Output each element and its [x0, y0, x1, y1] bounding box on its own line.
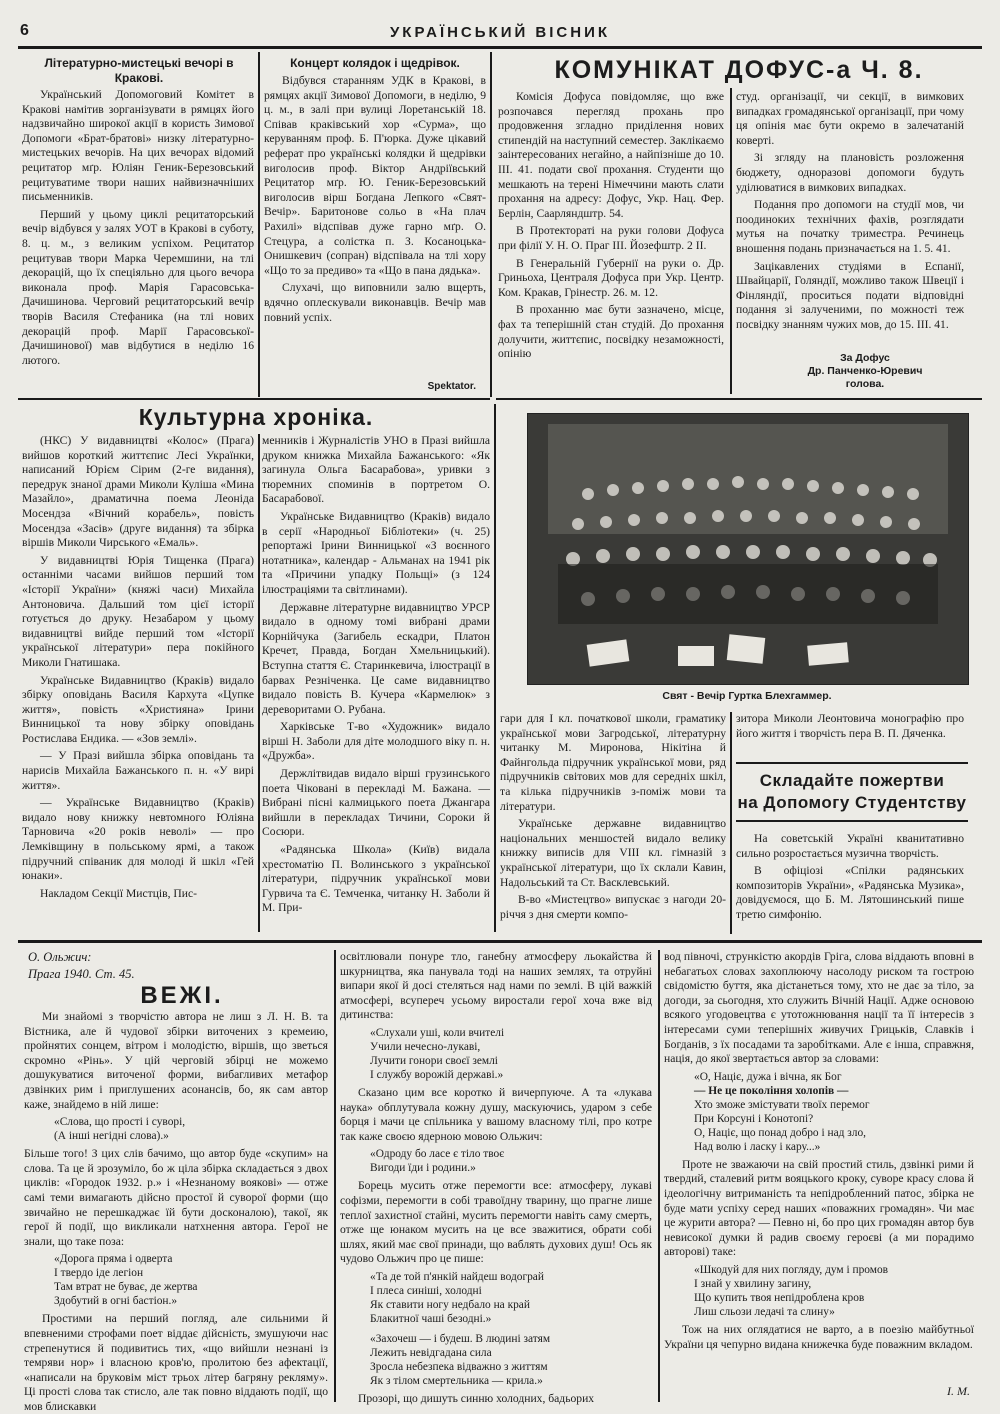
paragraph: Українське державне видавництво національних меншостей видало велику книжку виписів для VIII кл. гімназій з української літератури, що їх склали Кавин, Надольський та Ст. Васклевський. — [500, 817, 726, 889]
paragraph: гари для I кл. початкової школи, граматику української мови Загродської, літературну читанку М. Миронова, Нікітіна й Файнгольда підручник української мови, ряд підручників світових мов для середніх шкіл, та кілька підручників з-поміж мови та літератури. — [500, 712, 726, 813]
section-rule — [18, 398, 490, 400]
poem-line: «О, Націє, дужа і вічна, як Бог — [694, 1070, 842, 1083]
paragraph: — Українське Видавництво (Краків) видало нову книжку невтомного Юліяна Тарновича «20 років неволі» — про Лемківщину в польському ярмі, а також підручний співаник для молоді й шкіл «Гей юнаки». — [22, 796, 254, 883]
poem-line: Хто зможе змістувати твоїх перемог — [694, 1098, 870, 1111]
section-rule — [496, 398, 982, 400]
paragraph: Перший у цьому циклі рецитаторський вечір відбувся у залях УОТ в Кракові в суботу, 8. ц. м., з великим успіхом. Рецитатор рецитував твори Марка Черемшини, на тлі декорацій, що їх спеціяльно для цього вечора виконала проф. Марія Гарасовська-Дачишинова. Черговий рецитаторський вечір творів Василя Стефаника (на тлі нових декорацій проф. Марії Гарасовської-Дачишинової) мав відбутися в неділю 16 лютого. — [22, 207, 254, 367]
masthead: УКРАЇНСЬКИЙ ВІСНИК — [389, 24, 611, 41]
review-signature: І. М. — [947, 1384, 970, 1398]
donate-heading-line: на Допомогу Студентству — [737, 793, 967, 812]
article-body — [500, 712, 726, 936]
paragraph: Комісія Дофуса повідомляє, що вже розпочався перегляд прохань про продовження згладно приділення нових стипендій на наступний семестер. Заклікаємо заінтересованих негайно, а найпізніше до 10. III. 41. подати свої прохання. Студенти що мешкають на терені Німеччини мають слати прохання на адресу: Дофус, Укр. Нац. Фер. Берлін, Саарляндштр. 54. — [498, 90, 724, 220]
photo-caption: Свят - Вечір Гуртка Блехгаммер. — [662, 690, 832, 702]
paragraph: В Генеральній Губернії на руки о. Др. Гриньоха, Централя Дофуса при Укр. Центр. Ком. Кракав, Грінестр. 26. м. 12. — [498, 256, 724, 299]
article-body — [262, 434, 490, 934]
signature-line: Др. Панченко-Юревич — [807, 365, 923, 377]
review-column — [664, 950, 974, 1382]
group-photo-image — [528, 414, 968, 684]
paragraph: Зі згляду на плановість розложення бюджету, одноразові допомоги будуть уділюватися в вимкових випадках. — [736, 151, 964, 194]
review-title: ВЕЖІ. — [140, 982, 224, 1009]
poem-line: Там втрат не буває, де жертва — [54, 1281, 198, 1294]
poem-line: Блакитної чаші безодні.» — [370, 1312, 492, 1325]
article-title: Літературно-мистецькі вечорі в Кракові. — [44, 56, 234, 85]
poem-line: «Шкодуй для них погляду, дум і промов — [694, 1263, 889, 1276]
paragraph: В проханню має бути зазначено, місце, фах та теперішній стан студій. До прохання долучити, життєпис, посвідку незаможності, опінію — [498, 303, 724, 361]
paragraph: У видавництві Юрія Тищенка (Прага) останніми часами вийшов перший том «Історії України» (княжі часи) Михайла Антоновича. Дальший том цієї історії готується до друку. Незабаром у цьому видавництві вийде перший том «Історії української літератури» пера покійного Миколи Гнатишака. — [22, 553, 254, 669]
poem-line: Як ставити ногу недбало на край — [370, 1298, 530, 1311]
paragraph: менників і Журналістів УНО в Празі вийшла друком книжка Михайла Бажанського: «Як загинула Ольга Басарабова», уривки з тюремних споминів в портретом О. Басарабової. — [262, 434, 490, 506]
poem-line: І плеса синіші, холодні — [370, 1284, 482, 1297]
column-rule — [658, 950, 660, 1402]
paragraph: Борець мусить отже перемогти все: атмосферу, лукаві софізми, перемогти в собі травоїдну тварину, що прагне лише теплої захистної стайні, мусить перемогти навіть саму смерть, отже ще юнаком мусить на це все зважитися, обрати собі шлях, який має свої принади, що ваблять духових душ! Ось як чудово Ольжич про це пише: — [340, 1179, 652, 1266]
poem-line: «Захочеш — і будеш. В людині затям — [370, 1332, 551, 1345]
paragraph: зитора Миколи Леонтовича монографію про його життя і творчість пера В. П. Дяченка. — [736, 712, 964, 740]
review-author: О. Ольжич: — [28, 950, 92, 964]
poem-line: Зросла небезпека відважно з життям — [370, 1360, 548, 1373]
paragraph: В офіціозі «Спілки радянських композиторів України», «Радянська Музика», довідуємося, що Б. М. Лятошинський пише третю симфонію. — [736, 864, 964, 921]
poem-line: О, Націє, що понад добро і над зло, — [694, 1126, 867, 1139]
poem-line: — Не це покоління холопів — — [694, 1084, 849, 1097]
paragraph: В-во «Мистецтво» випускає з нагоди 20-річчя з дня смерти компо- — [500, 893, 726, 921]
poem-line: «Слухали уші, коли вчителі — [370, 1026, 505, 1039]
column-rule — [490, 52, 492, 397]
paragraph: На советській Україні кванитативно сильно розростається музична творчість. — [736, 832, 964, 860]
article-body — [498, 90, 724, 396]
review-pubinfo: Прага 1940. Ст. 45. — [28, 967, 135, 981]
review-column — [24, 1010, 328, 1413]
section-rule — [736, 820, 968, 822]
poem-line: Учили нечесно-лукаві, — [370, 1040, 481, 1053]
poem-quote — [370, 1270, 652, 1388]
poem-quote — [54, 1252, 328, 1308]
paragraph: Державне літературне видавництво УРСР видало в одному томі вибрані драми Корнійчука (Загибель ескадри, Платон Кречет, Правда, Богдан Хмельницький). Вступна стаття Є. Старинкевича, ілюстрації в барвах Резніченка. Це саме видавництво видало повість В. Кучера «Кармелюк» з дереворитами О. Рубана. — [262, 600, 490, 716]
poem-line: «Одроду бо ласе є тіло твоє — [370, 1148, 505, 1161]
poem-line: Лежить невідгадана сила — [370, 1346, 492, 1359]
signature-line: За Дофус — [840, 352, 890, 364]
paragraph: Прозорі, що дишуть синню холодних, бадьорих — [358, 1391, 595, 1405]
paragraph: (НКС) У видавництві «Колос» (Прага) вийшов короткий життєпис Лесі Українки, написаний Юрієм Сірим (2-ге видання), передрук знаної драми Миколи Куліша «Мина Мазайло», драматична поема Леоніда Мосендза «Вічний корабель», повість Мосендза «Засів» (друге видання) та збірка віршів Миколи Чирського «Емаль». — [22, 434, 254, 550]
poem-line: Лиш сльози ледачі та слину» — [694, 1305, 835, 1318]
column-rule — [730, 88, 732, 394]
group-photo — [527, 413, 969, 685]
paragraph: освітлювали понуре тло, ганебну атмосферу льокайства й шкурництва, яка панувала тоді на наших землях, та отруйні випари якої й досі стеляться над нами по землі. В цій важкій атмосфері, всупереч усьому виростали герої хоча вже від дитинства: — [340, 950, 652, 1022]
poem-line: «Слова, що прості і суворі, — [54, 1116, 186, 1129]
signature: Spektator. — [427, 381, 476, 392]
signature — [780, 352, 950, 391]
poem-line: «Та де той п'янкій найдеш водограй — [370, 1270, 544, 1283]
header-rule — [18, 46, 982, 49]
paragraph: Харківське Т-во «Художник» видало вірші Н. Заболи для діте молодшого віку п. н. «Дружба». — [262, 720, 490, 763]
paragraph: Відбувся старанням УДК в Кракові, в рямцях акції Зимової Допомоги, в неділю, 9 ц. м., в залі при вулиці Лоретанській 18. Співав краківський хор «Сурма», що керуванням проф. Б. П'юрка. Дуже цікавий реферат про українські колядки й щедрівки виголосив проф. Віктор Андріївський Рецитатор мґр. Ю. Геник-Березовський виголосив вірш Богдана Лепкого «Свят-Вечір». Баритонове сольо в «На плач Рахилі» відспівав дуже гарно мґр. О. Стецура, а солістка п. З. Косаноцька-Онишкевич (сопран) відспівала на тлі хору «Що то за предиво» та «Що в пана дядька». — [264, 74, 486, 277]
column-rule — [494, 404, 496, 932]
signature-line: голова. — [845, 378, 885, 390]
article-body — [736, 712, 964, 760]
article-body — [736, 90, 964, 352]
poem-quote — [370, 1147, 652, 1175]
poem-line: І твердо іде легіон — [54, 1267, 144, 1280]
poem-line: Над волю і ласку і кару...» — [694, 1140, 821, 1153]
paragraph: Держлітвидав видало вірші грузинського поета Чіковані в перекладі М. Бажана. — Вибрані пісні калмицького поета Джангара вийшли в перекладах Тичини, Сороки й Сосюри. — [262, 767, 490, 839]
poem-quote — [370, 1026, 652, 1082]
review-column — [340, 950, 652, 1405]
paragraph: вод півночі, стрункістю акордів Гріга, слова віддають вповні в небагатьох словах захоплюючу насолоду риском та гострою свідомістю буття, яка дістанеться тому, хто не дає за тіло, за догоди, за сьогодня, хто служить Вічній Нації. Адже основою всякого угодовецтва є утотожнювання нації та її інтересів з інтересами суми теперішніх живучих Грицьків, Славків і Богданів, з їх посадами та заробітками. Але є інша, справжня, нація, до якої звертається автор за словами: — [664, 950, 974, 1066]
paragraph: Український Допомоговий Комітет в Кракові намітив зорганізувати в рямцях його надзвичайно широкої акції в користь Зимової Допомоги «Брат-братові» низку літературно-мистецьких вечорів. На цих вечорах відомий рецитатор мґр. Юліян Геник-Березовський рецитуватиме твори наших найвизначніших письменників. — [22, 88, 254, 204]
paragraph: Українське Видавництво (Краків) видало в серії «Народньої Бібліотеки» (ч. 25) репортажі Ірини Винницької «З воєнного нотатника», календар - Альманах на 1941 рік та «Причини упадку Польщі» (з 124 ілюстраціями та світлинами). — [262, 509, 490, 596]
paragraph: Сказано цим все коротко й вичерпуюче. А та «лукава наука» обплутувала кожну душу, маскуючись, ударом з себе борця і мачи це спільника у вашому власному тілі, про котре так каже своєю ядерною мовою Ольжич: — [340, 1085, 652, 1143]
page-number: 6 — [20, 22, 29, 39]
paragraph: Накладом Секції Мистців, Пис- — [40, 886, 197, 900]
section-rule — [736, 762, 968, 764]
column-rule — [258, 434, 260, 932]
poem-line: Що купить твоя непідроблена кров — [694, 1291, 865, 1304]
paragraph: Простими на перший погляд, але сильними й впевненими строфами поет віддає дійсність, змушуючи нас стрепенутися й подивитись тих, «що вийшли незнані із темряви нор» і власною кров'ю, пролитою без афектації, «написали на бруковім міст трьох літер багряну рекляму». Ці прості слова так стисло, але так повно віддають події, що мов блискавки — [24, 1312, 328, 1413]
poem-line: Здобутий в огні бастіон.» — [54, 1295, 178, 1308]
paragraph: Зацікавлених студіями в Еспанії, Швайцарії, Голяндії, можливо також Швеції і Фінляндії, проситься подати відповідні подання зі залученими, по можності теж посвідку знанням чужих мов, до 15. III. 41. — [736, 259, 964, 331]
paragraph: — У Празі вийшла збірка оповідань та нарисів Михайла Бажанського п. н. «У вирі життя». — [22, 749, 254, 792]
column-rule — [730, 712, 732, 934]
paragraph: Проте не зважаючи на свій простий стиль, дзвінкі рими й твердий, сталевий ритм вояцького кроку, суворе красу слова й ідеологічну витриманість та непідробленний патос, збірка не буде мати успіху серед наших «поважних громадян». Чи має це журити автора? — Певно ні, бо про цих громадян автор був невисокої думки й радив своєму героєві (а ми порадимо авторові) таке: — [664, 1157, 974, 1259]
poem-quote — [694, 1070, 974, 1154]
paragraph: Подання про допомоги на студії мов, чи поодиноких технічних фахів, розглядати мутья на початку триместра. Речинець вношення подань призначається на 1. 5. 41. — [736, 198, 964, 255]
poem-line: І службу ворожій державі.» — [370, 1068, 504, 1081]
donate-heading — [736, 770, 968, 814]
section-title: Культурна хроніка. — [138, 404, 374, 430]
article-body — [22, 434, 254, 934]
article-body — [22, 88, 254, 396]
paragraph: Українське Видавництво (Краків) видало збірку оповідань Василя Кархута «Цупке життя», повість «Християна» Ірини Винницької та нову збірку оповідань Ростислава Ендика. — «Зов землі». — [22, 673, 254, 745]
column-rule — [258, 52, 260, 397]
paragraph: Ми знайомі з творчістю автора не лиш з Л. Н. В. та Вістника, але й чудової збірки виточених з кремеию, пройнятих сонцем, вітром і молодістю, віршів, що зветься скромно «Рінь». У цій черговій збірці не можемо дошукуватися виточеної форми, вибагливих метафор дзвінких рим і приглушених асонансів, бо, як сам автор каже, знайдемо в ній лише: — [24, 1010, 328, 1111]
paragraph: Тож на них оглядатися не варто, а в поезію майбутньої України ця чепурно видана книжечка буде поважним вкладом. — [664, 1322, 974, 1351]
section-rule — [18, 940, 982, 943]
article-body — [736, 832, 964, 936]
poem-line: Лучити гонори своєї землі — [370, 1054, 498, 1067]
poem-quote — [54, 1115, 328, 1143]
paragraph: «Радянська Школа» (Київ) видала хрестоматію П. Волинського з української літератури, підручник української мови Гурвича та Є. Темченка, читанку Н. Заболи й М. При- — [262, 843, 490, 915]
poem-line: Вигоди їди і родини.» — [370, 1162, 476, 1175]
poem-line: «Дорога пряма і одверта — [54, 1253, 173, 1266]
article-title: Концерт колядок і щедрівок. — [290, 56, 460, 70]
poem-line: І знай у хвилину загину, — [694, 1277, 812, 1290]
poem-quote — [694, 1263, 974, 1319]
donate-heading-line: Складайте пожертви — [759, 771, 945, 790]
paragraph: Слухачі, що виповнили залю вщерть, вдячно оплескували виконавців. Вечір мав повний успіх. — [264, 281, 486, 324]
article-body — [264, 74, 486, 384]
column-rule — [334, 950, 336, 1402]
paragraph: В Протектораті на руки голови Дофуса при філії У. Н. О. Праг III. Йозефштр. 2 II. — [498, 224, 724, 252]
paragraph: студ. організації, чи секції, в вимкових випадках громадянської організації, при чому ця опінія має бути окремо в залечатаній коверті. — [736, 90, 964, 147]
poem-line: (А інші негідні слова).» — [54, 1130, 169, 1143]
paragraph: Більше того! З цих слів бачимо, що автор буде «скупим» на слова. Та це й зрозуміло, бо ж ціла збірка складається з двох циклів: «Городок 1932. р.» і «Незнаному воякові» — отже самі теми вимагають дійсно простої й суворої форми (що звичайно не перешкаджає їй бути досконалою), такої, як герої й події, що викликали натхнення автора. Герої не знали, що таке поза: — [24, 1147, 328, 1248]
poem-line: При Корсуні і Конотопі? — [694, 1112, 814, 1125]
poem-line: Як з тілом смертельника — крила.» — [370, 1374, 543, 1387]
article-title: КОМУНІКАТ ДОФУС-а Ч. 8. — [554, 56, 924, 84]
